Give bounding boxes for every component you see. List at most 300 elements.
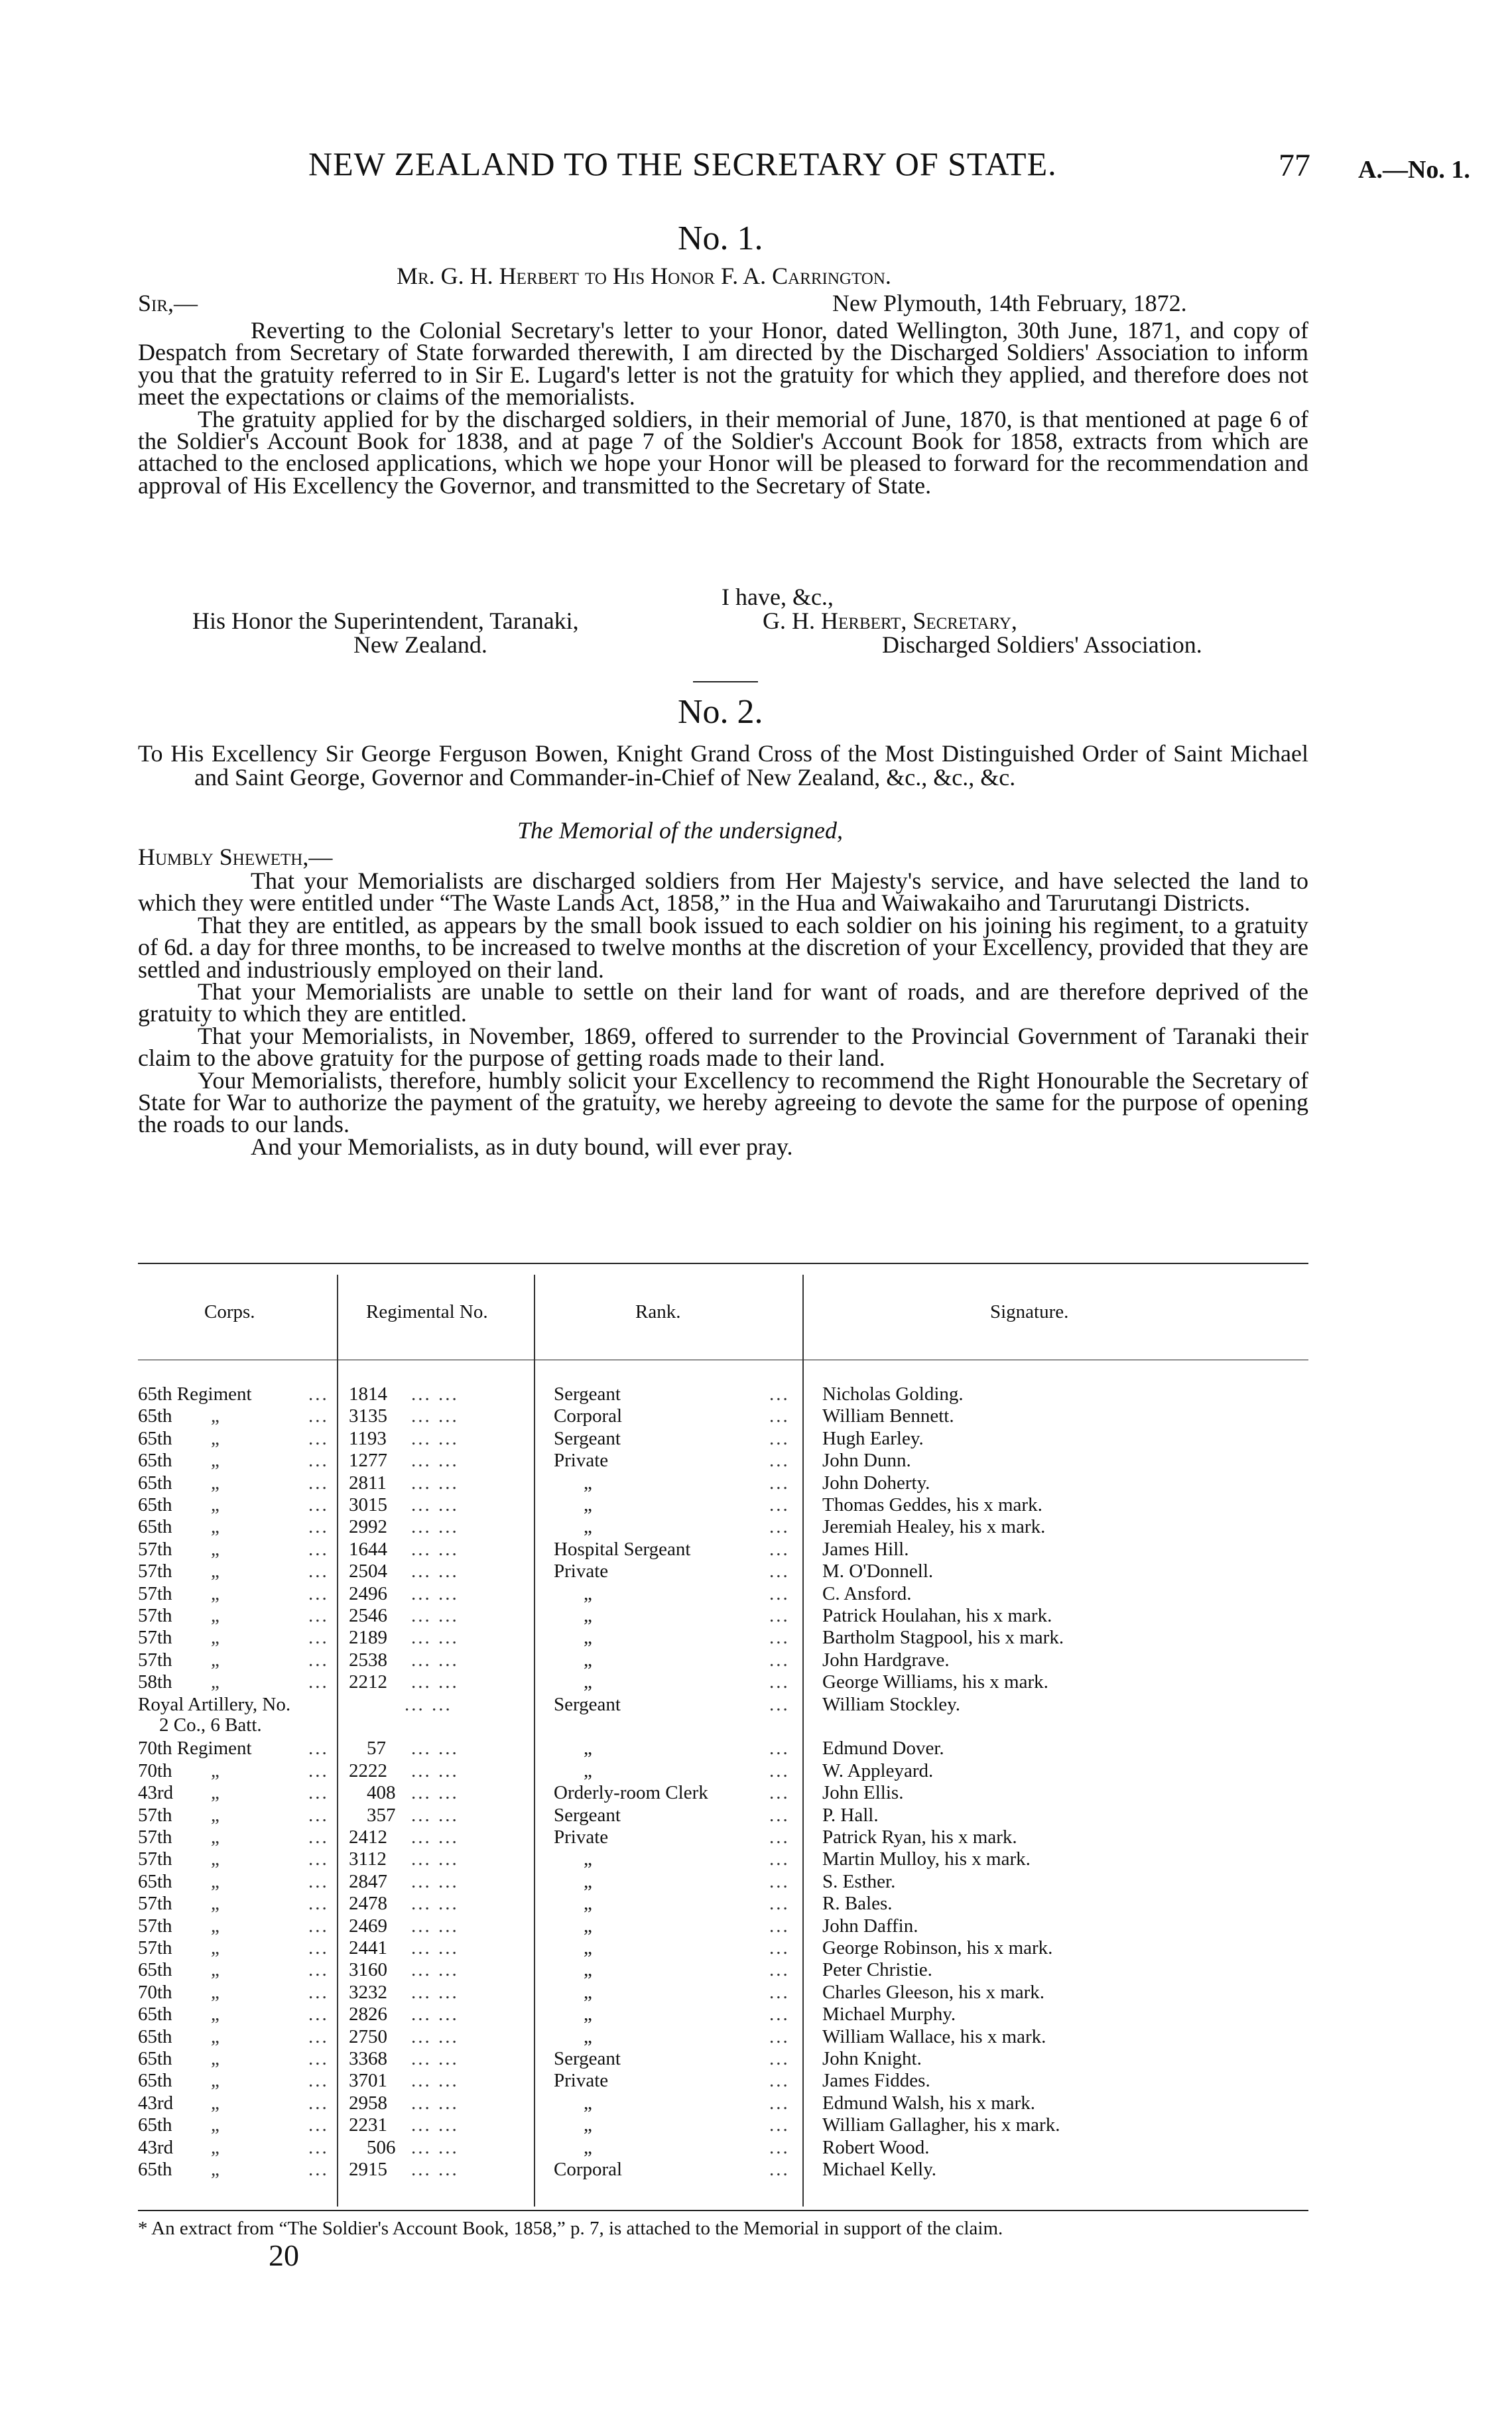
memorial-paragraph: That your Memorialists, in November, 1869, offered to surrender to the Provincial Government of Taranaki their claim to the above gratuity for the purpose of getting roads made to their land. xyxy=(138,1022,1308,1072)
leader-dots: ... xyxy=(769,1827,790,1848)
humbly-sheweth: Humbly Sheweth,— xyxy=(138,844,333,870)
letter-1-closing: I have, &c., xyxy=(722,584,834,610)
memorial-paragraph: That your Memorialists are unable to settle on their land for want of roads, and are therefore deprived of the gratuity to which they are entitled. xyxy=(138,978,1308,1027)
rank-cell: Private xyxy=(554,2070,609,2092)
table-bottom-rule xyxy=(138,2210,1308,2211)
signature-cell: John Daffin. xyxy=(822,1915,918,1937)
signature-cell: Hugh Earley. xyxy=(822,1427,924,1449)
ditto-mark: „ xyxy=(211,1915,221,1937)
rank-cell: „ xyxy=(584,2004,592,2025)
leader-dots: ... xyxy=(769,1959,790,1981)
leader-dots: ... xyxy=(308,1848,329,1870)
rank-cell: Sergeant xyxy=(554,1427,621,1449)
leader-dots: ... xyxy=(308,1804,329,1826)
letter-1-addressee-line-2: New Zealand. xyxy=(353,631,487,658)
regimental-no-cell: 408 xyxy=(367,1782,396,1804)
letter-1-signer-line-1: G. H. Herbert, Secretary, xyxy=(763,608,1017,634)
ditto-mark: „ xyxy=(211,1627,221,1649)
leader-dots: ... xyxy=(308,1427,329,1449)
corps-cell: 57th xyxy=(138,1848,172,1870)
ditto-mark: „ xyxy=(211,1804,221,1826)
rank-cell: Private xyxy=(554,1450,609,1472)
signature-cell: Nicholas Golding. xyxy=(822,1383,964,1405)
memorial-paragraph: That your Memorialists are discharged soldiers from Her Majesty's service, and have selected the land to which they were entitled under “The Waste Lands Act, 1858,” in the Hua and Waiwakaiho and Tarurutangi Districts. xyxy=(138,867,1308,917)
leader-dots: ... xyxy=(769,1516,790,1538)
leader-dots: ... ... xyxy=(411,1582,459,1604)
corps-cell: 57th xyxy=(138,1893,172,1915)
leader-dots: ... xyxy=(308,1760,329,1781)
signature-cell: Thomas Geddes, his x mark. xyxy=(822,1494,1042,1515)
regimental-no-cell: 2958 xyxy=(349,2092,387,2114)
corps-cell: 43rd xyxy=(138,2136,174,2158)
rank-cell: „ xyxy=(584,1671,592,1693)
signature-cell: Michael Kelly. xyxy=(822,2159,937,2180)
leader-dots: ... xyxy=(769,2114,790,2136)
rank-cell: „ xyxy=(584,2114,592,2136)
signature-cell: James Fiddes. xyxy=(822,2070,930,2092)
ditto-mark: „ xyxy=(211,1937,221,1958)
running-header-title: NEW ZEALAND TO THE SECRETARY OF STATE. xyxy=(308,145,1057,182)
leader-dots: ... xyxy=(769,2159,790,2180)
leader-dots: ... xyxy=(308,2004,329,2025)
ditto-mark: „ xyxy=(211,1427,221,1449)
ditto-mark: „ xyxy=(211,1561,221,1582)
leader-dots: ... xyxy=(769,1538,790,1560)
signature-cell: John Ellis. xyxy=(822,1782,904,1804)
letter-1-place-date: New Plymouth, 14th February, 1872. xyxy=(832,290,1187,316)
regimental-no-cell: 2750 xyxy=(349,2025,387,2047)
corps-cell: 58th xyxy=(138,1671,172,1693)
ditto-mark: „ xyxy=(211,1870,221,1892)
leader-dots: ... xyxy=(308,1959,329,1981)
leader-dots: ... xyxy=(308,1383,329,1405)
rank-cell: Sergeant xyxy=(554,2048,621,2069)
leader-dots: ... ... xyxy=(411,1494,459,1515)
leader-dots: ... xyxy=(308,1981,329,2003)
letter-1-salutation: Sir,— xyxy=(138,290,198,316)
memorial-paragraph: That they are entitled, as appears by the small book issued to each soldier on his joining his regiment, to a gratuity of 6d. a day for three months, to be increased to twelve months at the discretion of your Excellency, provided that they are settled and industriously employed on their land. xyxy=(138,911,1308,983)
rank-cell: „ xyxy=(584,2025,592,2047)
leader-dots: ... ... xyxy=(411,2159,459,2180)
regimental-no-cell: 2504 xyxy=(349,1561,387,1582)
leader-dots: ... ... xyxy=(411,1893,459,1915)
signature-cell: Jeremiah Healey, his x mark. xyxy=(822,1516,1046,1538)
rank-cell: Sergeant xyxy=(554,1383,621,1405)
rank-cell: „ xyxy=(584,1915,592,1937)
leader-dots: ... xyxy=(308,2025,329,2047)
regimental-no-cell: 57 xyxy=(367,1738,386,1760)
leader-dots: ... ... xyxy=(411,1915,459,1937)
signature-cell: Bartholm Stagpool, his x mark. xyxy=(822,1627,1064,1649)
letter-1-signer-line-2: Discharged Soldiers' Association. xyxy=(882,631,1202,658)
signature-cell: William Bennett. xyxy=(822,1405,954,1427)
ditto-mark: „ xyxy=(211,1472,221,1494)
leader-dots: ... xyxy=(308,1893,329,1915)
leader-dots: ... xyxy=(308,1538,329,1560)
regimental-no-cell: 2826 xyxy=(349,2004,387,2025)
leader-dots: ... xyxy=(308,1915,329,1937)
rank-cell: Sergeant xyxy=(554,1693,621,1715)
leader-dots: ... ... xyxy=(411,1516,459,1538)
leader-dots: ... ... xyxy=(411,2048,459,2069)
corps-cell: 65th xyxy=(138,1450,172,1472)
leader-dots: ... ... xyxy=(411,2092,459,2114)
signature-cell: Charles Gleeson, his x mark. xyxy=(822,1981,1045,2003)
letter-2-address: To His Excellency Sir George Ferguson Bowen, Knight Grand Cross of the Most Distinguished Order of Saint Michael and Saint George, Governor and Commander-in-Chief of New Zealand, &c., &c., &c. xyxy=(138,740,1308,791)
rank-cell: „ xyxy=(584,2136,592,2158)
rank-cell: „ xyxy=(584,1649,592,1671)
leader-dots: ... ... xyxy=(411,2004,459,2025)
letter-1-body xyxy=(138,317,1308,499)
leader-dots: ... xyxy=(308,1494,329,1515)
signature-cell: Robert Wood. xyxy=(822,2136,930,2158)
signature-cell: P. Hall. xyxy=(822,1804,879,1826)
regimental-no-cell: 1277 xyxy=(349,1450,387,1472)
corps-cell: 70th Regiment xyxy=(138,1738,252,1760)
table-column-divider xyxy=(802,1275,804,2207)
letter-1-paragraph: Reverting to the Colonial Secretary's letter to your Honor, dated Wellington, 30th June, 1871, and copy of Despatch from Secretary of State forwarded therewith, I am directed by the Discharged Soldiers' Association to inform you that the gratuity referred to in Sir E. Lugard's letter is not the gratuity for which they applied, and therefore does not meet the expectations or claims of the memorialists. xyxy=(138,317,1308,411)
corps-cell: 65th Regiment xyxy=(138,1383,252,1405)
ditto-mark: „ xyxy=(211,1516,221,1538)
paper-reference: A.—No. 1. xyxy=(1358,156,1470,184)
corps-cell: 65th xyxy=(138,1472,172,1494)
rank-cell: „ xyxy=(584,1981,592,2003)
leader-dots: ... ... xyxy=(411,2114,459,2136)
regimental-no-cell: 2538 xyxy=(349,1649,387,1671)
leader-dots: ... ... xyxy=(411,1450,459,1472)
table-column-divider xyxy=(534,1275,535,2207)
regimental-no-cell: 2847 xyxy=(349,1870,387,1892)
leader-dots: ... ... xyxy=(411,1561,459,1582)
rank-cell: „ xyxy=(584,1959,592,1981)
leader-dots: ... xyxy=(308,2159,329,2180)
regimental-no-cell: 1814 xyxy=(349,1383,387,1405)
signature-cell: William Stockley. xyxy=(822,1693,960,1715)
ditto-mark: „ xyxy=(211,1450,221,1472)
memorial-paragraph: And your Memorialists, as in duty bound, will ever pray. xyxy=(251,1133,793,1160)
rank-cell: „ xyxy=(584,1893,592,1915)
corps-cell: 57th xyxy=(138,1605,172,1626)
leader-dots: ... ... xyxy=(411,1383,459,1405)
signature-cell: John Dunn. xyxy=(822,1450,911,1472)
rank-cell: „ xyxy=(584,1472,592,1494)
corps-cell: 70th xyxy=(138,1981,172,2003)
corps-cell: 57th xyxy=(138,1627,172,1649)
letter-1-addressee-line-1: His Honor the Superintendent, Taranaki, xyxy=(192,608,579,634)
corps-cell: 65th xyxy=(138,2048,172,2069)
regimental-no-cell: 1644 xyxy=(349,1538,387,1560)
letter-1-number: No. 1. xyxy=(678,220,763,257)
page-number: 77 xyxy=(1279,148,1310,183)
rank-cell: Orderly-room Clerk xyxy=(554,1782,708,1804)
leader-dots: ... xyxy=(769,2136,790,2158)
ditto-mark: „ xyxy=(211,1981,221,2003)
leader-dots: ... xyxy=(769,2070,790,2092)
leader-dots: ... xyxy=(769,2025,790,2047)
regimental-no-cell: 3112 xyxy=(349,1848,387,1870)
ditto-mark: „ xyxy=(211,1893,221,1915)
signature-cell: Patrick Ryan, his x mark. xyxy=(822,1827,1017,1848)
regimental-no-cell: 2915 xyxy=(349,2159,387,2180)
ditto-mark: „ xyxy=(211,1760,221,1781)
rank-cell: Private xyxy=(554,1827,609,1848)
leader-dots: ... ... xyxy=(411,1981,459,2003)
ditto-mark: „ xyxy=(211,2048,221,2069)
leader-dots: ... xyxy=(308,1627,329,1649)
leader-dots: ... ... xyxy=(411,1782,459,1804)
regimental-no-cell: 2441 xyxy=(349,1937,387,1958)
signature-cell: James Hill. xyxy=(822,1538,909,1560)
corps-cell: 57th xyxy=(138,1561,172,1582)
corps-cell: 57th xyxy=(138,1804,172,1826)
ditto-mark: „ xyxy=(211,1494,221,1515)
leader-dots: ... xyxy=(769,1937,790,1958)
regimental-no-cell: 3701 xyxy=(349,2070,387,2092)
ditto-mark: „ xyxy=(211,1671,221,1693)
ditto-mark: „ xyxy=(211,2159,221,2180)
leader-dots: ... xyxy=(769,1383,790,1405)
corps-cell: 65th xyxy=(138,2070,172,2092)
signature-cell: M. O'Donnell. xyxy=(822,1561,934,1582)
leader-dots: ... xyxy=(308,2048,329,2069)
leader-dots: ... ... xyxy=(411,1649,459,1671)
ditto-mark: „ xyxy=(211,2025,221,2047)
table-top-rule xyxy=(138,1263,1308,1264)
corps-cell: 65th xyxy=(138,2025,172,2047)
signature-cell: William Wallace, his x mark. xyxy=(822,2025,1046,2047)
corps-cell: 57th xyxy=(138,1937,172,1958)
leader-dots: ... ... xyxy=(411,1627,459,1649)
rank-cell: „ xyxy=(584,1494,592,1515)
regimental-no-cell: 2992 xyxy=(349,1516,387,1538)
ditto-mark: „ xyxy=(211,1605,221,1626)
leader-dots: ... xyxy=(308,2092,329,2114)
leader-dots: ... xyxy=(769,1693,790,1715)
ditto-mark: „ xyxy=(211,1582,221,1604)
section-divider xyxy=(693,681,758,682)
leader-dots: ... xyxy=(769,1582,790,1604)
corps-cell: 57th xyxy=(138,1649,172,1671)
regimental-no-cell: 3160 xyxy=(349,1959,387,1981)
leader-dots: ... ... xyxy=(411,1937,459,1958)
leader-dots: ... xyxy=(769,1870,790,1892)
leader-dots: ... xyxy=(769,1804,790,1826)
rank-cell: Corporal xyxy=(554,1405,623,1427)
leader-dots: ... xyxy=(308,2136,329,2158)
regimental-no-cell: 2478 xyxy=(349,1893,387,1915)
regimental-no-cell: 3368 xyxy=(349,2048,387,2069)
rank-cell: „ xyxy=(584,1627,592,1649)
table-column-divider xyxy=(337,1275,338,2207)
memorial-body xyxy=(138,867,1308,1160)
ditto-mark: „ xyxy=(211,2092,221,2114)
column-header-signature: Signature. xyxy=(990,1301,1069,1322)
regimental-no-cell: 2469 xyxy=(349,1915,387,1937)
corps-cell: Royal Artillery, No. xyxy=(138,1693,291,1715)
leader-dots: ... xyxy=(769,1561,790,1582)
column-header-corps: Corps. xyxy=(204,1301,255,1322)
ditto-mark: „ xyxy=(211,1848,221,1870)
leader-dots: ... ... xyxy=(411,1959,459,1981)
leader-dots: ... xyxy=(769,2004,790,2025)
leader-dots: ... ... xyxy=(405,1693,452,1715)
rank-cell: Hospital Sergeant xyxy=(554,1538,691,1560)
corps-cell: 57th xyxy=(138,1538,172,1560)
leader-dots: ... ... xyxy=(411,1671,459,1693)
ditto-mark: „ xyxy=(211,1405,221,1427)
leader-dots: ... xyxy=(308,1827,329,1848)
leader-dots: ... xyxy=(308,1605,329,1626)
leader-dots: ... xyxy=(769,1649,790,1671)
leader-dots: ... xyxy=(769,1760,790,1781)
leader-dots: ... xyxy=(769,1494,790,1515)
leader-dots: ... xyxy=(308,1472,329,1494)
regimental-no-cell: 2412 xyxy=(349,1827,387,1848)
leader-dots: ... xyxy=(769,1405,790,1427)
regimental-no-cell: 3232 xyxy=(349,1981,387,2003)
leader-dots: ... xyxy=(769,1782,790,1804)
leader-dots: ... xyxy=(308,1450,329,1472)
leader-dots: ... xyxy=(769,1427,790,1449)
leader-dots: ... ... xyxy=(411,1405,459,1427)
leader-dots: ... xyxy=(308,2070,329,2092)
rank-cell: „ xyxy=(584,1760,592,1781)
leader-dots: ... xyxy=(769,1627,790,1649)
regimental-no-cell: 2231 xyxy=(349,2114,387,2136)
regimental-no-cell: 1193 xyxy=(349,1427,387,1449)
leader-dots: ... xyxy=(308,1649,329,1671)
ditto-mark: „ xyxy=(211,1782,221,1804)
leader-dots: ... ... xyxy=(411,1605,459,1626)
memorial-title: The Memorial of the undersigned, xyxy=(517,817,843,844)
leader-dots: ... xyxy=(769,1848,790,1870)
rank-cell: „ xyxy=(584,1582,592,1604)
signature-cell: John Doherty. xyxy=(822,1472,930,1494)
leader-dots: ... xyxy=(769,1893,790,1915)
letter-1-paragraph: The gratuity applied for by the discharged soldiers, in their memorial of June, 1870, is that mentioned at page 6 of the Soldier's Account Book for 1838, and at page 7 of the Soldier's Account Book for 1858, extracts from which are attached to the enclosed applications, which we hope your Honor will be pleased to forward for the recommendation and approval of His Excellency the Governor, and transmitted to the Secretary of State. xyxy=(138,405,1308,499)
signature-cell: John Hardgrave. xyxy=(822,1649,950,1671)
leader-dots: ... ... xyxy=(411,1848,459,1870)
corps-cell: 57th xyxy=(138,1827,172,1848)
corps-cell: 65th xyxy=(138,1427,172,1449)
leader-dots: ... ... xyxy=(411,1827,459,1848)
rank-cell: „ xyxy=(584,1516,592,1538)
rank-cell: Corporal xyxy=(554,2159,623,2180)
regimental-no-cell: 2222 xyxy=(349,1760,387,1781)
leader-dots: ... xyxy=(308,1937,329,1958)
leader-dots: ... ... xyxy=(411,1427,459,1449)
leader-dots: ... ... xyxy=(411,1760,459,1781)
leader-dots: ... ... xyxy=(411,2136,459,2158)
leader-dots: ... xyxy=(769,2092,790,2114)
corps-cell: 70th xyxy=(138,1760,172,1781)
memorial-paragraph: Your Memorialists, therefore, humbly solicit your Excellency to recommend the Right Honourable the Secretary of State for War to authorize the payment of the gratuity, we hereby agreeing to devote the same for the purpose of opening the roads to our lands. xyxy=(138,1066,1308,1138)
signature-mark: 20 xyxy=(269,2238,299,2272)
leader-dots: ... xyxy=(308,1738,329,1760)
corps-cell: 57th xyxy=(138,1582,172,1604)
regimental-no-cell: 357 xyxy=(367,1804,396,1826)
signature-cell: John Knight. xyxy=(822,2048,922,2069)
corps-cell: 65th xyxy=(138,1870,172,1892)
leader-dots: ... ... xyxy=(411,1472,459,1494)
column-header-rank: Rank. xyxy=(635,1301,681,1322)
leader-dots: ... xyxy=(308,1671,329,1693)
regimental-no-cell: 2212 xyxy=(349,1671,387,1693)
corps-cell: 65th xyxy=(138,2004,172,2025)
rank-cell: „ xyxy=(584,2092,592,2114)
signature-cell: Michael Murphy. xyxy=(822,2004,956,2025)
rank-cell: „ xyxy=(584,1937,592,1958)
leader-dots: ... xyxy=(769,1605,790,1626)
leader-dots: ... ... xyxy=(411,1804,459,1826)
corps-cell: 65th xyxy=(138,1494,172,1515)
signature-cell: Martin Mulloy, his x mark. xyxy=(822,1848,1031,1870)
regimental-no-cell: 3135 xyxy=(349,1405,387,1427)
corps-cell: 65th xyxy=(138,1959,172,1981)
corps-cell: 57th xyxy=(138,1915,172,1937)
ditto-mark: „ xyxy=(211,1538,221,1560)
signature-cell: Edmund Walsh, his x mark. xyxy=(822,2092,1035,2114)
leader-dots: ... xyxy=(308,1782,329,1804)
rank-cell: „ xyxy=(584,1848,592,1870)
leader-dots: ... xyxy=(308,1870,329,1892)
leader-dots: ... xyxy=(769,1450,790,1472)
corps-cell: 65th xyxy=(138,2114,172,2136)
rank-cell: Sergeant xyxy=(554,1804,621,1826)
ditto-mark: „ xyxy=(211,2070,221,2092)
regimental-no-cell: 2496 xyxy=(349,1582,387,1604)
regimental-no-cell: 2189 xyxy=(349,1627,387,1649)
regimental-no-cell: 3015 xyxy=(349,1494,387,1515)
leader-dots: ... xyxy=(769,2048,790,2069)
leader-dots: ... xyxy=(308,1516,329,1538)
signature-cell: George Robinson, his x mark. xyxy=(822,1937,1053,1958)
regimental-no-cell: 2811 xyxy=(349,1472,387,1494)
leader-dots: ... xyxy=(769,1981,790,2003)
ditto-mark: „ xyxy=(211,1827,221,1848)
leader-dots: ... ... xyxy=(411,1738,459,1760)
regimental-no-cell: 506 xyxy=(367,2136,396,2158)
leader-dots: ... xyxy=(769,1738,790,1760)
corps-cell: 43rd xyxy=(138,1782,174,1804)
leader-dots: ... xyxy=(308,1405,329,1427)
column-header-regimental-no: Regimental No. xyxy=(366,1301,488,1322)
ditto-mark: „ xyxy=(211,2004,221,2025)
signature-cell: W. Appleyard. xyxy=(822,1760,934,1781)
leader-dots: ... xyxy=(308,1561,329,1582)
footnote: * An extract from “The Soldier's Account Book, 1858,” p. 7, is attached to the Memorial in support of the claim. xyxy=(138,2218,1003,2239)
corps-cell: 65th xyxy=(138,1516,172,1538)
ditto-mark: „ xyxy=(211,2114,221,2136)
leader-dots: ... xyxy=(769,1472,790,1494)
corps-cell: 65th xyxy=(138,2159,172,2180)
leader-dots: ... xyxy=(308,2114,329,2136)
leader-dots: ... ... xyxy=(411,2070,459,2092)
regimental-no-cell: 2546 xyxy=(349,1605,387,1626)
rank-cell: Private xyxy=(554,1561,609,1582)
signature-cell: Edmund Dover. xyxy=(822,1738,944,1760)
leader-dots: ... xyxy=(308,1582,329,1604)
corps-cell: 65th xyxy=(138,1405,172,1427)
rank-cell: „ xyxy=(584,1605,592,1626)
leader-dots: ... ... xyxy=(411,2025,459,2047)
signature-cell: Patrick Houlahan, his x mark. xyxy=(822,1605,1052,1626)
ditto-mark: „ xyxy=(211,2136,221,2158)
leader-dots: ... xyxy=(769,1671,790,1693)
leader-dots: ... xyxy=(769,1915,790,1937)
leader-dots: ... ... xyxy=(411,1870,459,1892)
leader-dots: ... ... xyxy=(411,1538,459,1560)
